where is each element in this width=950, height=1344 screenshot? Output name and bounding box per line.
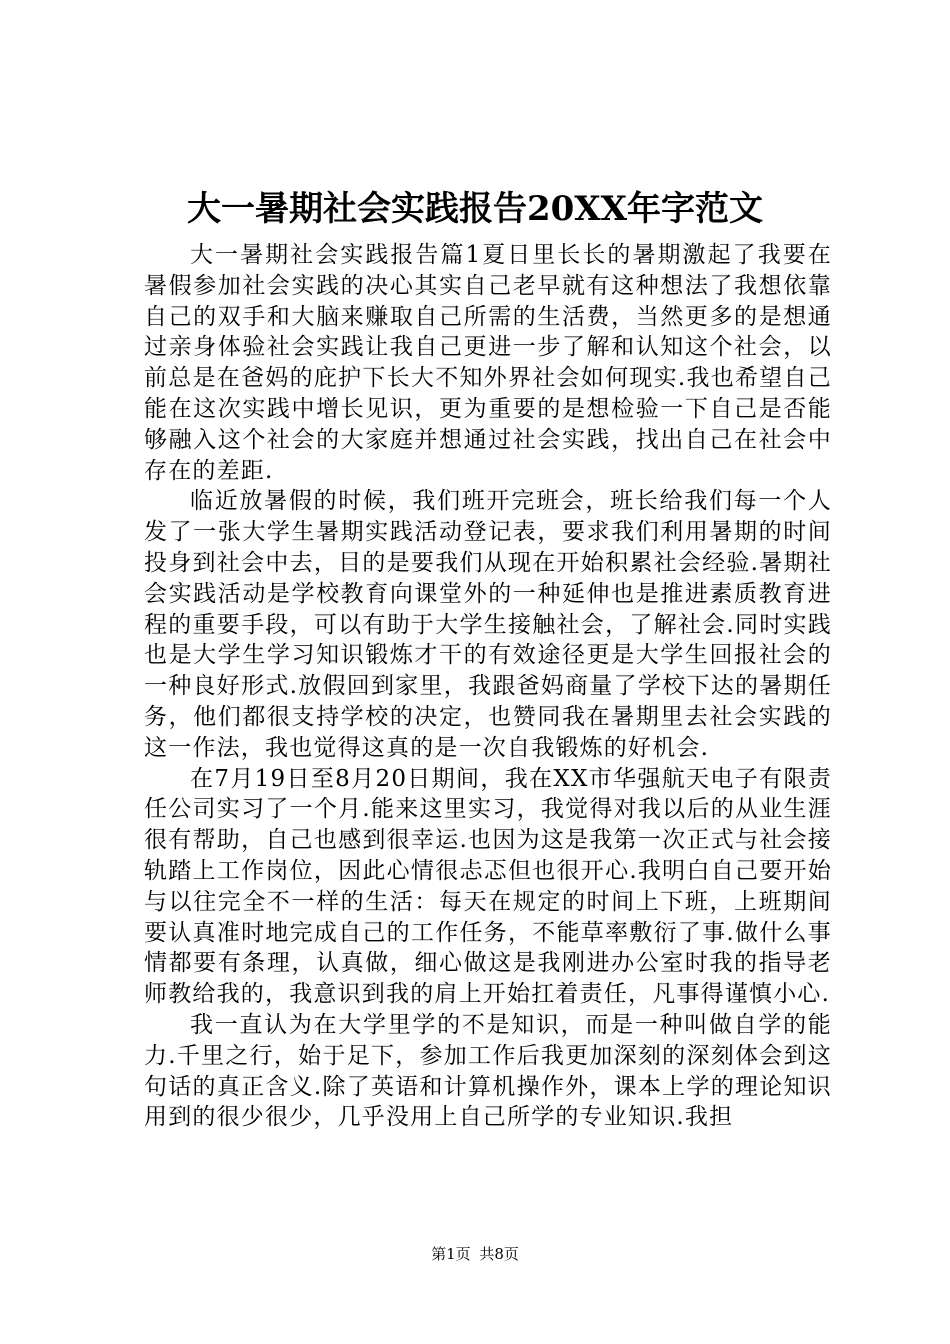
page-footer: [0, 1244, 950, 1264]
page-total: 共8页: [479, 1245, 519, 1263]
paragraph-1: 大一暑期社会实践报告篇1夏日里长长的暑期激起了我要在暑假参加社会实践的决心其实自己老早就有这种想法了我想依靠自己的双手和大脑来赚取自己所需的生活费，当然更多的是想通过亲身体验社会实践让我自己更进一步了解和认知这个社会，以前总是在爸妈的庇护下长大不知外界社会如何现实.我也希望自己能在这次实践中增长见识，更为重要的是想检验一下自己是否能够融入这个社会的大家庭并想通过社会实践，找出自己在社会中存在的差距.: [144, 242, 832, 484]
paragraph-3: 在7月19日至8月20日期间，我在XX市华强航天电子有限责任公司实习了一个月.能来这里实习，我觉得对我以后的从业生涯很有帮助，自己也感到很幸运.也因为这是我第一次正式与社会接轨踏上工作岗位，因此心情很忐忑但也很开心.我明白自己要开始与以往完全不一样的生活：每天在规定的时间上下班，上班期间要认真准时地完成自己的工作任务，不能草率敷衍了事.做什么事情都要有条理，认真做，细心做这是我刚进办公室时我的指导老师教给我的，我意识到我的肩上开始扛着责任，凡事得谨慎小心.: [144, 765, 832, 1008]
document-title: 大一暑期社会实践报告20XX年字范文: [186, 189, 764, 229]
paragraph-2: 临近放暑假的时候，我们班开完班会，班长给我们每一个人发了一张大学生暑期实践活动登记表，要求我们利用暑期的时间投身到社会中去，目的是要我们从现在开始积累社会经验.暑期社会实践活动是学校教育向课堂外的一种延伸也是推进素质教育进程的重要手段，可以有助于大学生接触社会，了解社会.同时实践也是大学生学习知识锻炼才干的有效途径更是大学生回报社会的一种良好形式.放假回到家里，我跟爸妈商量了学校下达的暑期任务，他们都很支持学校的决定，也赞同我在暑期里去社会实践的这一作法，我也觉得这真的是一次自我锻炼的好机会.: [144, 488, 832, 761]
paragraph-4: 我一直认为在大学里学的不是知识，而是一种叫做自学的能力.千里之行，始于足下，参加工作后我更加深刻的深刻体会到这句话的真正含义.除了英语和计算机操作外，课本上学的理论知识用到的很少很少，几乎没用上自己所学的专业知识.我担: [144, 1011, 832, 1131]
document-body: [144, 240, 832, 1133]
page-number: 第1页: [431, 1245, 471, 1263]
